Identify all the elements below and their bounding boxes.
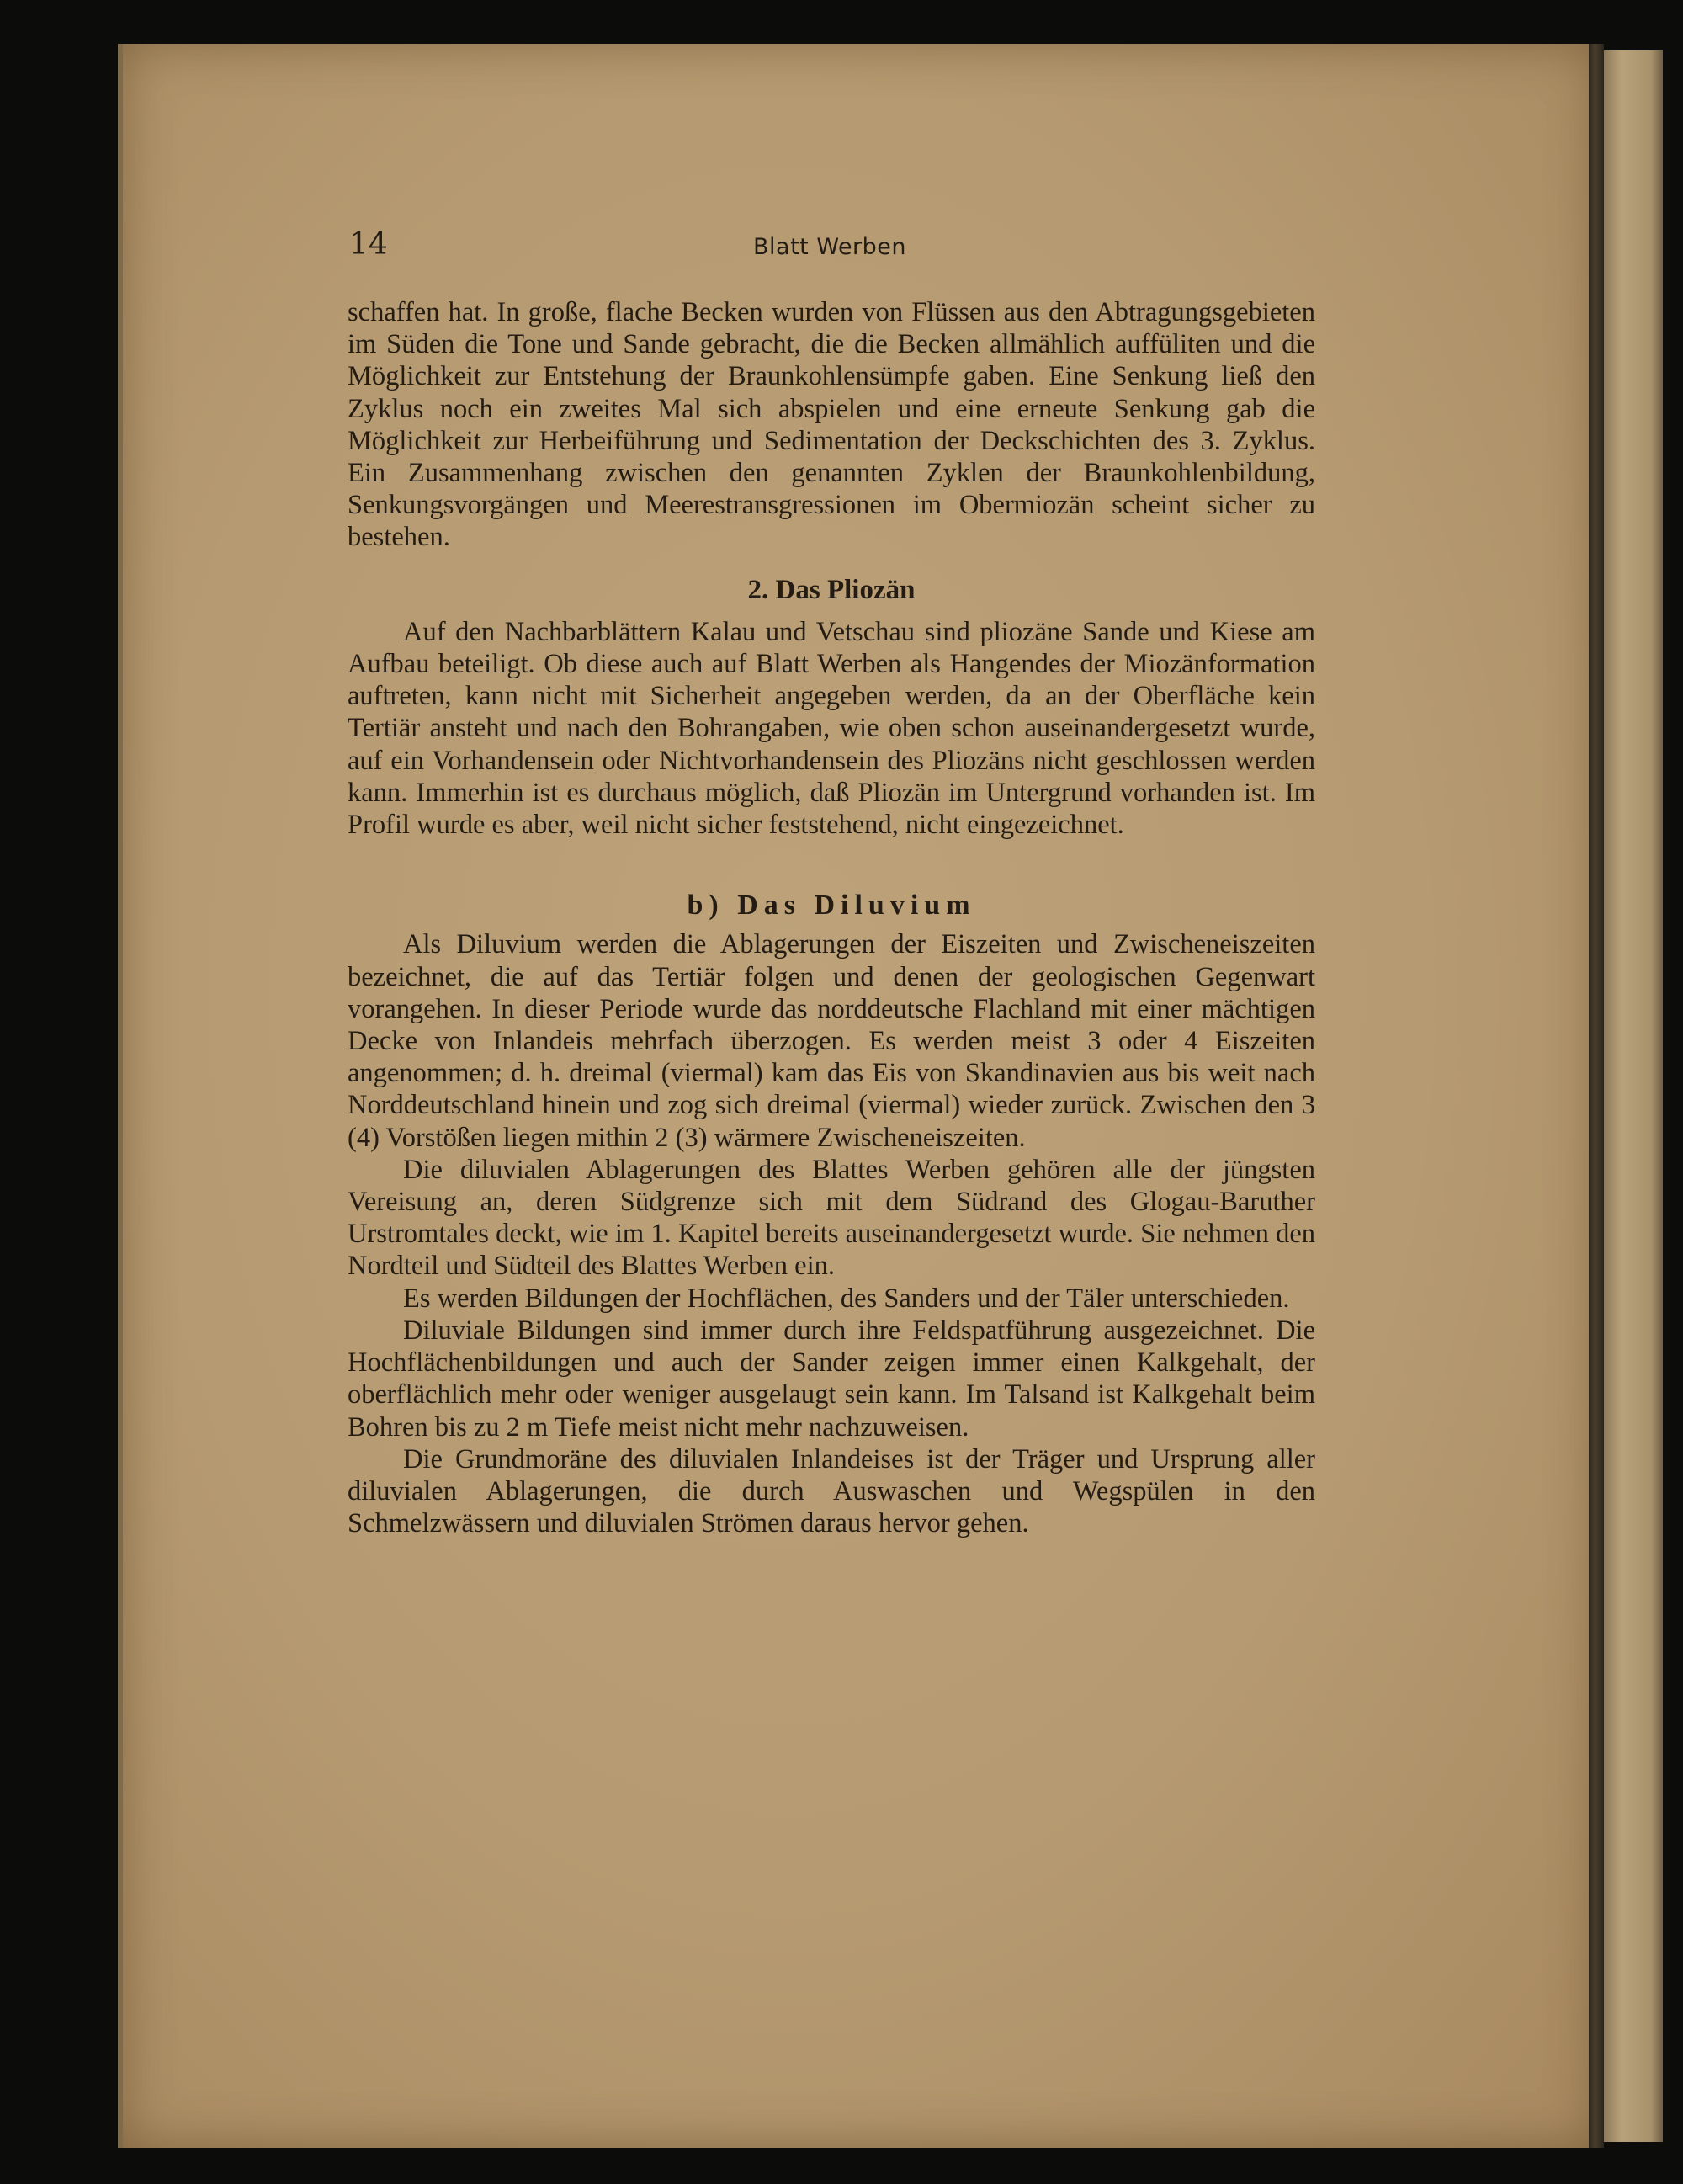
paragraph-diluvium-formations: Es werden Bildungen der Hochflächen, des Sanders und der Täler unterschieden.: [403, 1283, 1290, 1314]
paragraph-diluvium-moraine: Die Grundmoräne des diluvialen Inlandeises ist der Träger und Ursprung aller diluvialen Ablagerungen, die durch Auswaschen und Wegspülen in den Schmelzwässern und diluvialen Strömen daraus hervor gehen.: [348, 1443, 1315, 1539]
paragraph-diluvium-deposits: Die diluvialen Ablagerungen des Blattes Werben gehören alle der jüngsten Vereisung an, deren Südgrenze sich mit dem Südrand des Glogau-Baruther Urstromtales deckt, wie im 1. Kapitel bereits auseinandergesetzt wurde. Sie nehmen den Nordteil und Südteil des Blattes Werben ein.: [348, 1154, 1315, 1282]
page-header: [349, 227, 1317, 269]
body-text: [348, 296, 1315, 1539]
paragraph-continuation: schaffen hat. In große, flache Becken wurden von Flüssen aus den Abtragungsgebieten im Süden die Tone und Sande gebracht, die die Becken allmählich auffüliten und die Möglichkeit zur Entstehung der Braunkohlensümpfe gaben. Eine Senkung ließ den Zyklus noch ein zweites Mal sich abspielen und eine erneute Senkung gab die Möglichkeit zur Herbeiführung und Sedimentation der Deckschichten des 3. Zyklus. Ein Zusammenhang zwischen den genannten Zyklen der Braunkohlenbildung, Senkungsvorgängen und Meerestransgressionen im Obermiozän scheint sicher zu bestehen.: [348, 297, 1315, 553]
section-heading-pliozaen: 2. Das Pliozän: [747, 574, 916, 605]
paragraph-pliozaen: Auf den Nachbarblättern Kalau und Vetschau sind pliozäne Sande und Kiese am Aufbau beteiligt. Ob diese auch auf Blatt Werben als Hangendes der Miozänformation auftreten, kann nicht mit Sicherheit angegeben werden, da an der Oberfläche kein Tertiär ansteht und nach den Bohrangaben, wie oben schon auseinandergesetzt wurde, auf ein Vorhandensein oder Nichtvorhandensein des Pliozäns nicht geschlossen werden kann. Immerhin ist es durchaus möglich, daß Pliozän im Untergrund vorhanden ist. Im Profil wurde es aber, weil nicht sicher feststehend, nicht eingezeichnet.: [348, 616, 1315, 841]
running-head: Blatt Werben: [753, 234, 907, 260]
section-heading-diluvium: b) Das Diluvium: [687, 890, 976, 922]
paragraph-diluvium-definition: Als Diluvium werden die Ablagerungen der Eiszeiten und Zwischeneiszeiten bezeichnet, die auf das Tertiär folgen und denen der geologischen Gegenwart vorangehen. In dieser Periode wurde das norddeutsche Flachland mit einer mächtigen Decke von Inlandeis mehrfach überzogen. Es werden meist 3 oder 4 Eiszeiten angenommen; d. h. dreimal (viermal) kam das Eis von Skandinavien aus bis weit nach Norddeutschland hinein und zog sich dreimal (viermal) wieder zurück. Zwischen den 3 (4) Vorstößen liegen mithin 2 (3) wärmere Zwischeneiszeiten.: [348, 929, 1315, 1153]
page-number: 14: [349, 227, 388, 262]
page-gutter: [1589, 44, 1604, 2148]
next-page-edge: [1604, 50, 1663, 2142]
paragraph-diluvium-feldspar: Diluviale Bildungen sind immer durch ihre Feldspatführung ausgezeichnet. Die Hochflächenbildungen und auch der Sander zeigen immer einen Kalkgehalt, der oberflächlich mehr oder weniger ausgelaugt sein kann. Im Talsand ist Kalkgehalt beim Bohren bis zu 2 m Tiefe meist nicht mehr nachzuweisen.: [348, 1315, 1315, 1443]
